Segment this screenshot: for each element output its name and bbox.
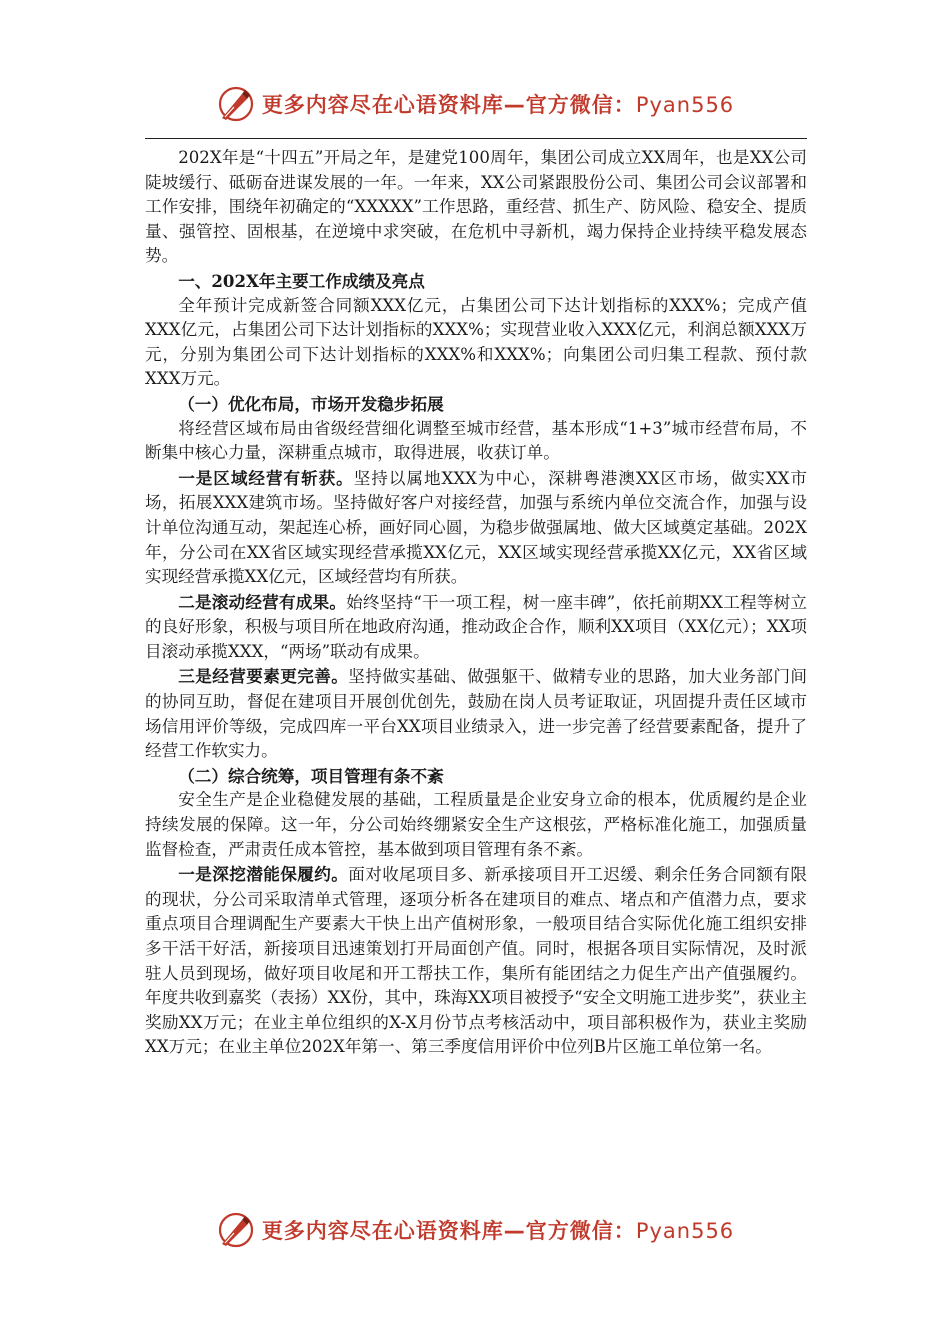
performance-lead: 一是深挖潜能保履约。 xyxy=(178,864,349,885)
footer-banner xyxy=(0,1208,950,1252)
header-banner xyxy=(0,82,950,126)
rolling-paragraph xyxy=(145,590,807,665)
performance-paragraph xyxy=(145,862,807,1060)
wechat-id: Pyan556 xyxy=(635,1219,735,1243)
performance-body: 面对收尾项目多、新承接项目开工迟缓、剩余任务合同额有限的现状，分公司采取清单式管理，逐项分析各在建项目的难点、堵点和产值潜力点，要求重点项目合理调配生产要素大干快上出产值树形象，一般项目结合实际优化施工组织安排多干活干好活，新接项目迅速策划打开局面创产值。同时，根据各项目实际情况，及时派驻人员到现场，做好项目收尾和开工帮扶工作，集所有能团结之力促生产出产值强履约。年度共收到嘉奖（表扬）XX份，其中，珠海XX项目被授予“安全文明施工进步奖”，获业主奖励XX万元；在业主单位组织的X-X月份节点考核活动中，项目部积极作为，获业主奖励XX万元；在业主单位202X年第一、第三季度信用评价中位列B片区施工单位第一名。 xyxy=(145,865,808,1057)
rolling-lead: 二是滚动经营有成果。 xyxy=(178,591,347,612)
layout-paragraph: 将经营区域布局由省级经营细化调整至城市经营，基本形成“1+3”城市经营布局，不断集中核心力量，深耕重点城市，取得进展，收获订单。 xyxy=(145,418,807,463)
regional-body: 坚持以属地XXX为中心，深耕粤港澳XX区市场，做实XX市场，拓展XXX建筑市场。坚持做好客户对接经营，加强与系统内单位交流合作，加强与设计单位沟通互动，架起连心桥，画好同心圆，为稳步做强属地、做大区域奠定基础。202X年，分公司在XX省区域实现经营承揽XX亿元，XX区域实现经营承揽XX亿元，XX省区域实现经营承揽XX亿元，区域经营均有所获。 xyxy=(145,468,807,587)
banner-text: 更多内容尽在心语资料库—官方微信：Pyan556 xyxy=(261,1219,735,1243)
banner-text: 更多内容尽在心语资料库—官方微信：Pyan556 xyxy=(261,93,735,117)
intro-paragraph: 202X年是“十四五”开局之年，是建党100周年，集团公司成立XX周年，也是XX公司陡坡缓行、砥砺奋进谋发展的一年。一年来，XX公司紧跟股份公司、集团公司会议部署和工作安排，围绕年初确定的“XXXXX”工作思路，重经营、抓生产、防风险、稳安全、提质量、强管控、固根基，在逆境中求突破，在危机中寻新机，竭力保持企业持续平稳发展态势。 xyxy=(145,148,807,266)
subsection-heading-2: （二）综合统筹，项目管理有条不紊 xyxy=(178,765,444,786)
subsection-heading-1: （一）优化布局，市场开发稳步拓展 xyxy=(178,393,444,414)
summary-paragraph: 全年预计完成新签合同额XXX亿元，占集团公司下达计划指标的XXX%；完成产值XXX亿元，占集团公司下达计划指标的XXX%；实现营业收入XXX亿元，利润总额XXX万元，分别为集团公司下达计划指标的XXX%和XXX%；向集团公司归集工程款、预付款XXX万元。 xyxy=(145,295,807,389)
wechat-id: Pyan556 xyxy=(635,93,735,117)
section-heading-1: 一、202X年主要工作成绩及亮点 xyxy=(178,270,425,291)
elements-lead: 三是经营要素更完善。 xyxy=(178,666,349,687)
regional-lead: 一是区域经营有斩获。 xyxy=(178,467,354,488)
header-divider xyxy=(145,138,807,139)
fountain-pen-logo-icon xyxy=(216,84,256,124)
safety-paragraph: 安全生产是企业稳健发展的基础，工程质量是企业安身立命的根本，优质履约是企业持续发展的保障。这一年，分公司始终绷紧安全生产这根弦，严格标准化施工，加强质量监督检查，严肃责任成本管控，基本做到项目管理有条不紊。 xyxy=(145,790,807,859)
rolling-body: 始终坚持“干一项工程，树一座丰碑”，依托前期XX工程等树立的良好形象，积极与项目所在地政府沟通，推动政企合作，顺利XX项目（XX亿元）；XX项目滚动承揽XXX，“两场”联动有成果。 xyxy=(145,592,808,661)
regional-paragraph xyxy=(145,466,807,590)
document-body xyxy=(145,146,807,1060)
elements-paragraph xyxy=(145,664,807,763)
elements-body: 坚持做实基础、做强躯干、做精专业的思路，加大业务部门间的协同互助，督促在建项目开展创优创先，鼓励在岗人员考证取证，巩固提升责任区域市场信用评价等级，完成四库一平台XX项目业绩录入，进一步完善了经营要素配备，提升了经营工作软实力。 xyxy=(145,667,808,761)
fountain-pen-logo-icon xyxy=(216,1210,256,1250)
